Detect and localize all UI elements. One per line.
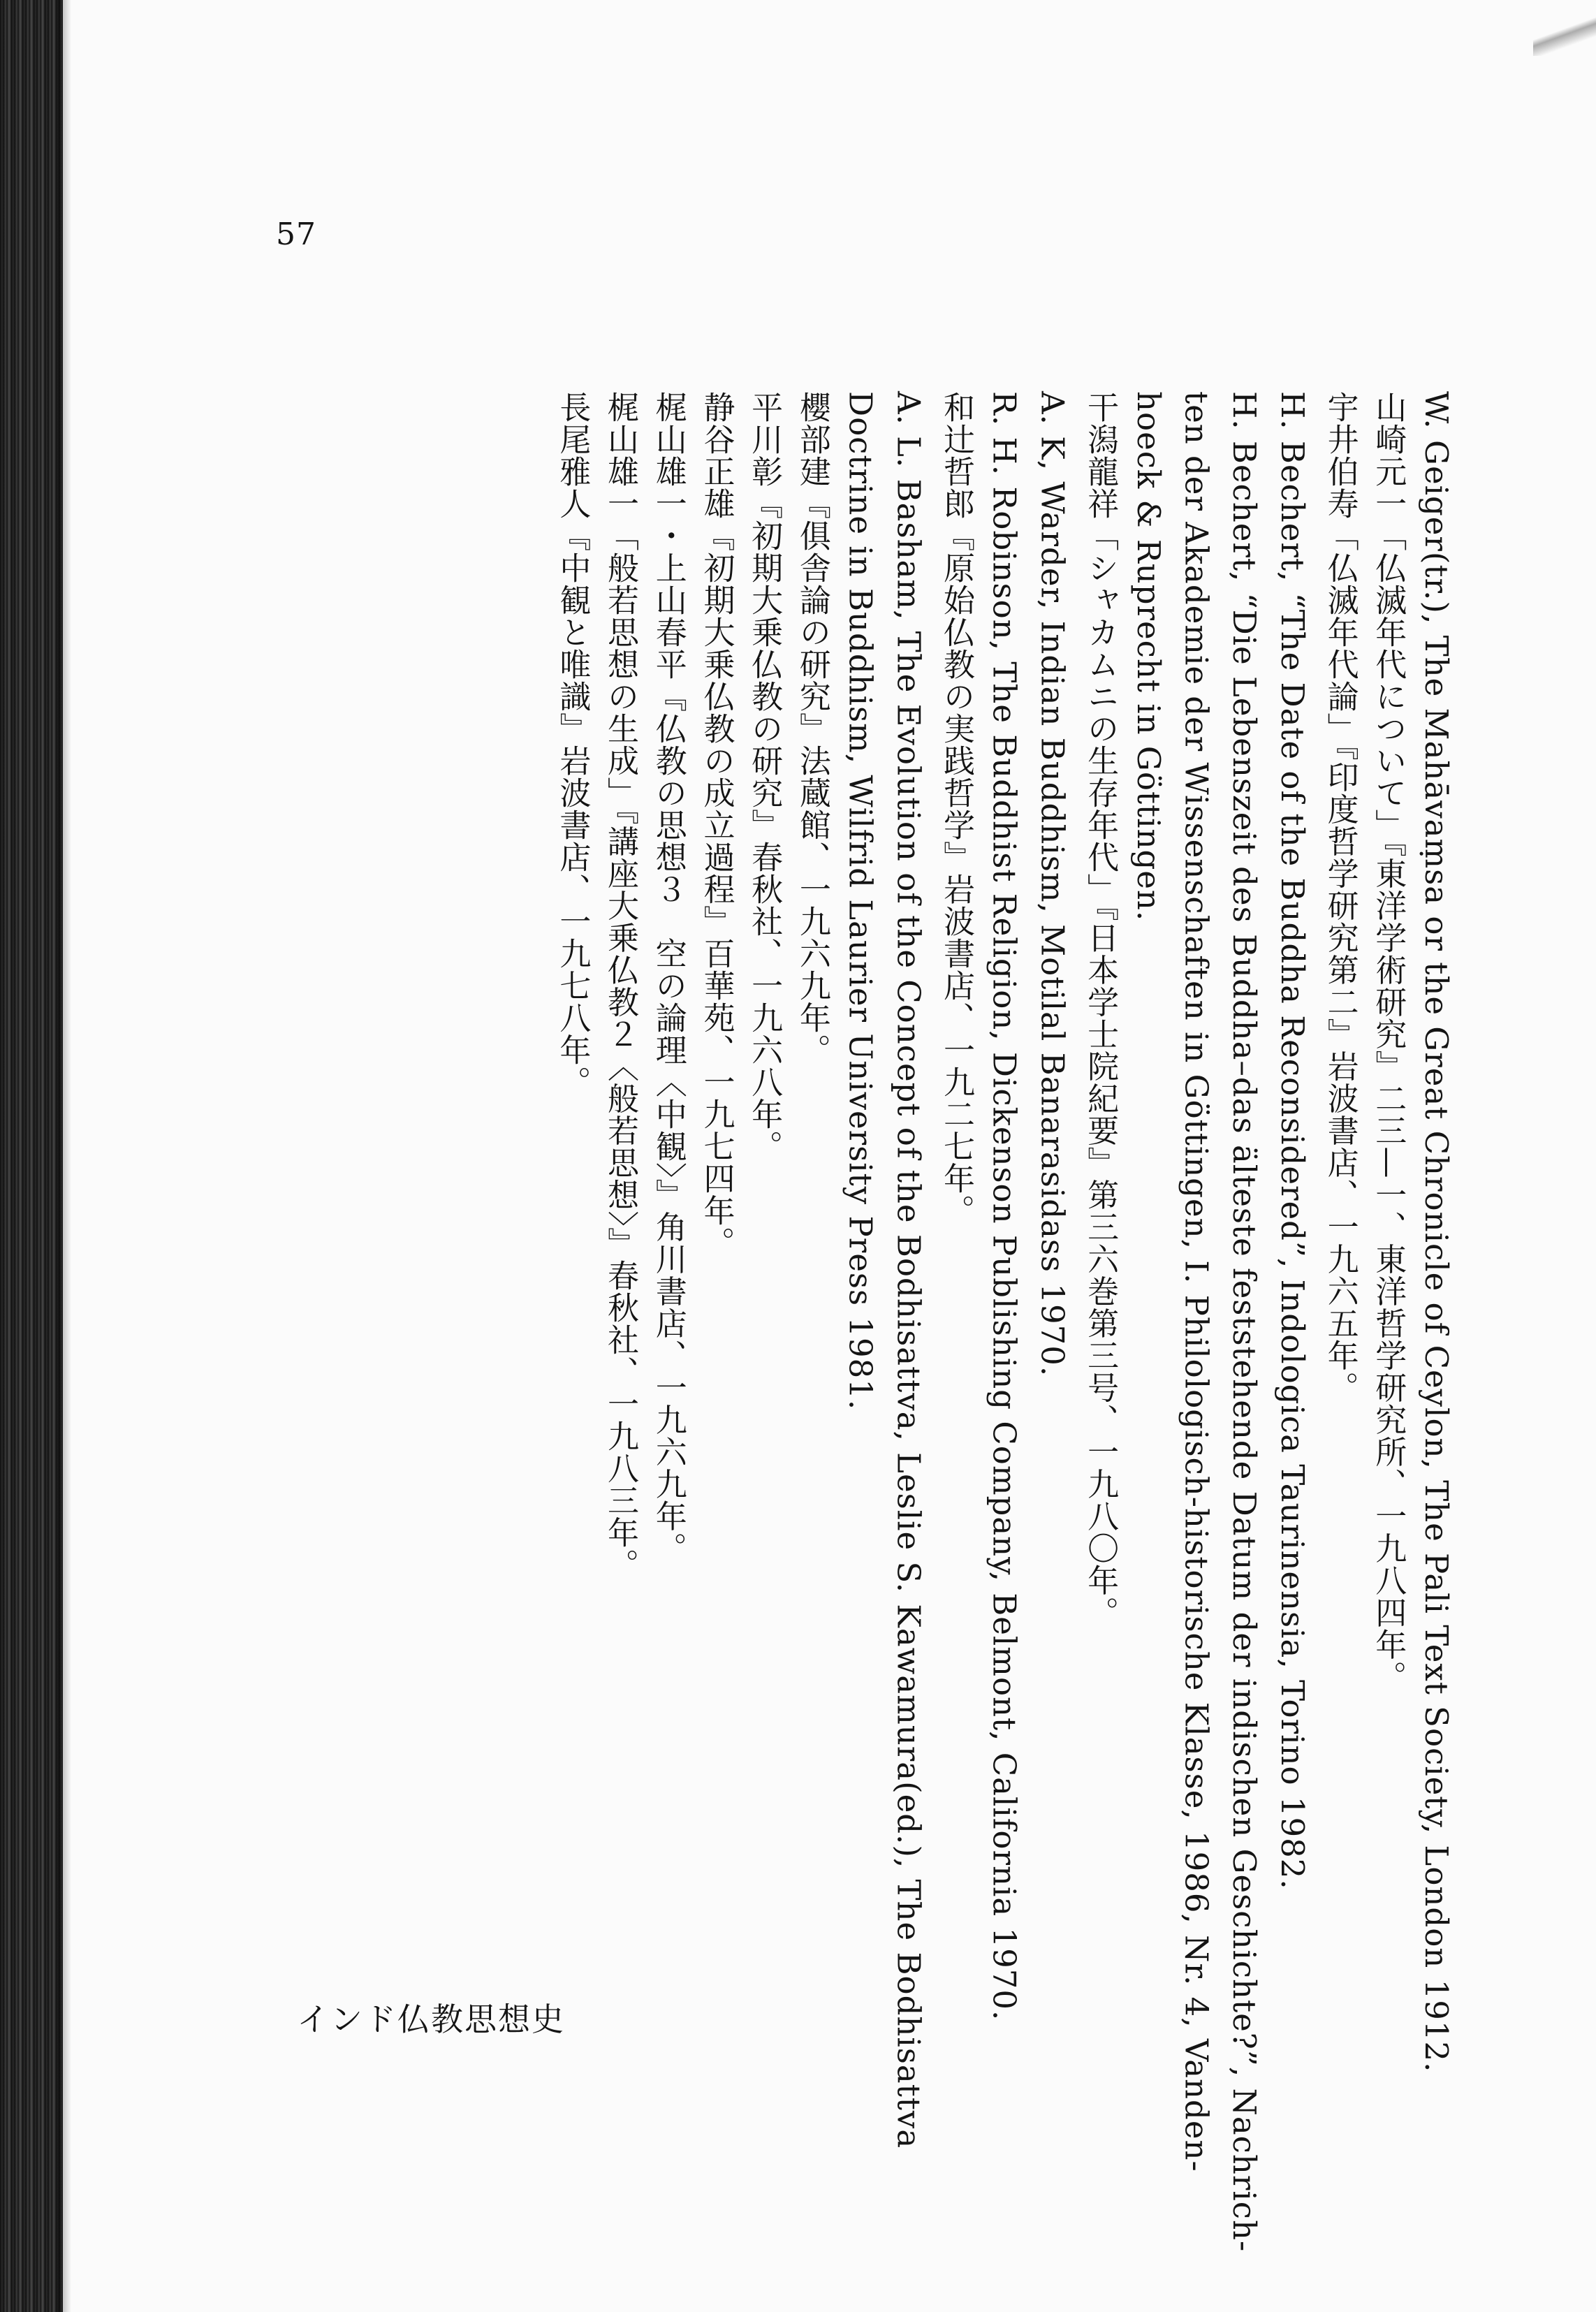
reference-line: 干潟龍祥「シャカムニの生存年代」『日本学士院紀要』第三六巻第三号、一九八〇年。 [1082, 391, 1120, 1629]
reference-line: 梶山雄一「般若思想の生成」『講座大乗仏教２〈般若思想〉』春秋社、一九八三年。 [602, 391, 640, 1581]
reference-line: A. L. Basham, The Evolution of the Concept of the Bodhisattva, Leslie S. Kawamura(ed.), The Bodhisattva [890, 391, 928, 2149]
reference-line: H. Bechert, “The Date of the Buddha Reconsidered”, Indologica Taurinensia, Torino 1982. [1273, 391, 1311, 1890]
reference-line: 宇井伯寿「仏滅年代論」『印度哲学研究第二』岩波書店、一九六五年。 [1322, 391, 1359, 1404]
reference-line: 和辻哲郎『原始仏教の実践哲学』岩波書店、一九二七年。 [937, 391, 975, 1227]
reference-line: H. Bechert, “Die Lebenszeit des Buddha–das älteste feststehende Datum der indischen Geschichte?”, Nachrich- [1226, 391, 1264, 2253]
page-number: 57 [276, 217, 316, 252]
reference-line: 山崎元一「仏滅年代について」『東洋学術研究』二三—一、東洋哲学研究所、一九八四年。 [1370, 391, 1407, 1693]
reference-line: hoeck & Ruprecht in Göttingen. [1129, 391, 1167, 922]
reference-line: A. K, Warder, Indian Buddhism, Motilal Banarasidass 1970. [1034, 391, 1071, 1377]
reference-line: Doctrine in Buddhism, Wilfrid Laurier University Press 1981. [842, 391, 879, 1411]
scan-corner-mark [1533, 14, 1596, 56]
reference-line: 長尾雅人『中観と唯識』岩波書店、一九七八年。 [554, 391, 592, 1098]
running-title: インド仏教思想史 [297, 2000, 565, 2038]
reference-list [548, 391, 1460, 2253]
book-binding-shadow [0, 0, 63, 2312]
reference-line: R. H. Robinson, The Buddhist Religion, Dickenson Publishing Company, Belmont, California 1970. [986, 391, 1023, 2021]
reference-line: 櫻部建『俱舎論の研究』法蔵館、一九六九年。 [793, 391, 831, 1066]
reference-line: 平川彰『初期大乗仏教の研究』春秋社、一九六八年。 [746, 391, 784, 1162]
reference-line: 静谷正雄『初期大乗仏教の成立過程』百華苑、一九七四年。 [698, 391, 735, 1259]
reference-line: W. Geiger(tr.), The Mahāvaṃsa or the Great Chronicle of Ceylon, The Pali Text Society, London 1912. [1418, 391, 1455, 2073]
reference-line: 梶山雄一・上山春平『仏教の思想３ 空の論理〈中観〉』角川書店、一九六九年。 [650, 391, 687, 1565]
reference-line: ten der Akademie der Wissenschaften in Göttingen, I. Philologisch-historische Klasse, 1986, Nr. 4, Vanden- [1178, 391, 1215, 2172]
